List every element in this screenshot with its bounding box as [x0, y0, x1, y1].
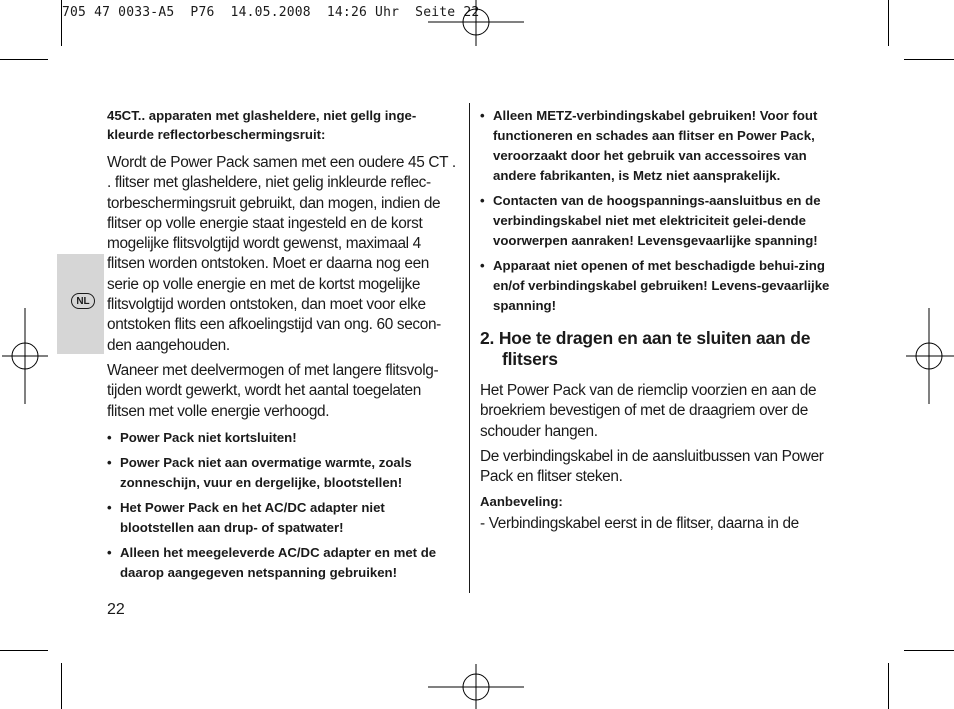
- list-item: [107, 498, 459, 538]
- crop-mark-bottom-right-horizontal: [904, 650, 954, 651]
- bullet-dot: •: [107, 499, 112, 515]
- right-column: [480, 106, 838, 540]
- crop-mark-top-right-horizontal: [904, 59, 954, 60]
- registration-mark-right: [904, 308, 954, 404]
- bullet-dot: •: [480, 193, 485, 208]
- language-badge: NL: [71, 293, 95, 309]
- recommendation-text: - Verbindingskabel eerst in de flitser, daarna in de: [480, 515, 799, 533]
- column-divider: [469, 103, 470, 593]
- right-bullet-list: [480, 106, 838, 316]
- left-bullet-list: [107, 428, 459, 583]
- list-item-text: Het Power Pack en het AC/DC adapter niet blootstellen aan drup- of spatwater!: [120, 499, 385, 535]
- bullet-dot: •: [107, 454, 112, 470]
- bullet-dot: •: [480, 108, 485, 123]
- section-title: 2. Hoe te dragen en aan te sluiten aan de flitsers: [480, 328, 811, 369]
- registration-mark-left: [0, 308, 50, 404]
- left-heading: 45CT.. apparaten met glasheldere, niet gellg inge-kleurde reflectorbeschermingsruit:: [107, 108, 417, 142]
- list-item: [480, 256, 838, 316]
- bullet-dot: •: [480, 258, 485, 273]
- list-item: [107, 453, 459, 493]
- crop-mark-top-right-vertical: [888, 0, 889, 46]
- list-item-text: Power Pack niet aan overmatige warmte, zoals zonneschijn, vuur en dergelijke, blootstellen!: [120, 454, 412, 490]
- left-column: [107, 106, 459, 588]
- crop-mark-top-left-vertical: [61, 0, 62, 46]
- bullet-dot: •: [107, 429, 112, 445]
- list-item-text: Contacten van de hoogspannings-aansluitbus en de verbindingskabel niet met elektriciteit gelei-dende voorwerpen aanraken! Levensgevaarlijke spanning!: [493, 193, 821, 248]
- list-item-text: Alleen METZ-verbindingskabel gebruiken! Voor fout functioneren en schades aan flitser en Power Pack, veroorzaakt door het gebruik van accessoires van andere fabrikanten, is Metz niet aansprakelijk.: [493, 108, 818, 183]
- list-item-text: Power Pack niet kortsluiten!: [120, 429, 297, 445]
- page-number: 22: [107, 601, 125, 618]
- crop-mark-bottom-left-horizontal: [0, 650, 48, 651]
- bullet-dot: •: [107, 544, 112, 560]
- crop-mark-bottom-left-vertical: [61, 663, 62, 709]
- list-item: [480, 191, 838, 251]
- recommendation-label: Aanbeveling:: [480, 494, 563, 510]
- left-paragraph-2: Waneer met deelvermogen of met langere flitsvolg-tijden wordt gewerkt, wordt het aantal toegelaten flitsen met volle energie verhoogd.: [107, 361, 439, 420]
- print-header: 705 47 0033-A5 P76 14.05.2008 14:26 Uhr Seite 22: [62, 5, 480, 20]
- crop-mark-top-left-horizontal: [0, 59, 48, 60]
- list-item: [107, 428, 459, 448]
- list-item-text: Apparaat niet openen of met beschadigde behui-zing en/of verbindingskabel gebruiken! Levens-gevaarlijke spanning!: [493, 258, 830, 313]
- list-item-text: Alleen het meegeleverde AC/DC adapter en met de daarop aangegeven netspanning gebruiken!: [120, 544, 437, 580]
- registration-mark-top: [428, 0, 524, 50]
- list-item: [480, 106, 838, 186]
- crop-mark-bottom-right-vertical: [888, 663, 889, 709]
- list-item: [107, 543, 459, 583]
- right-paragraph-2: De verbindingskabel in de aansluitbussen van Power Pack en flitser steken.: [480, 447, 824, 486]
- right-paragraph-1: Het Power Pack van de riemclip voorzien en aan de broekriem bevestigen of met de draagriem over de schouder hangen.: [480, 382, 817, 440]
- left-paragraph-1: Wordt de Power Pack samen met een oudere 45 CT . . flitser met glasheldere, niet gelig inkleurde reflec-torbeschermingsruit gebruikt, dan mogen, indien de flitser op volle energie staat ingesteld en de korst mogelijke flitsvolgtijd wordt gewenst, maximaal 4 flitsen worden ontstoken. Moet er daarna nog een serie op volle energie en met de kortst mogelijke flitsvolgtijd worden ontstoken, dan moet voor elke ontstoken flits een afkoelingstijd van ong. 60 secon-den aangehouden.: [107, 154, 456, 354]
- registration-mark-bottom: [428, 660, 524, 709]
